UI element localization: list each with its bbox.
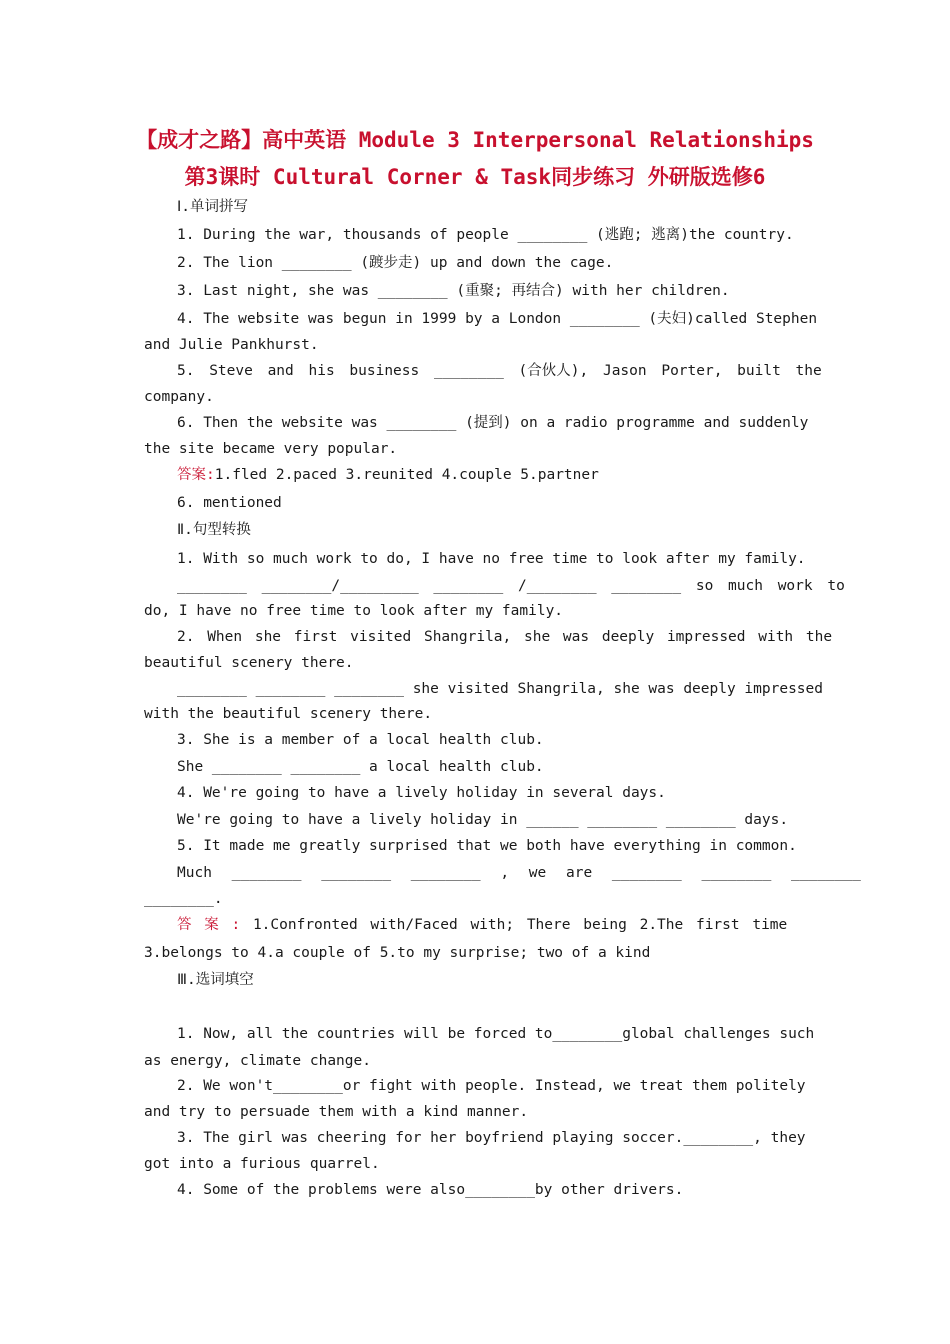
s1-question-1: 1. During the war, thousands of people ________ (逃跑; 逃离)the country.	[177, 227, 794, 243]
s2-answer-line1	[177, 916, 787, 934]
s2-question-2-line1: 2. When she first visited Shangrila, she was deeply impressed with the	[177, 629, 833, 645]
s1-question-5-line1: 5. Steve and his business ________ (合伙人), Jason Porter, built the	[177, 363, 822, 379]
document-title-line2: 第3课时 Cultural Corner & Task同步练习 外研版选修6	[184, 165, 766, 189]
s3-question-3-line1: 3. The girl was cheering for her boyfriend playing soccer.________, they	[177, 1130, 806, 1146]
s3-question-2-line1: 2. We won't________or fight with people. Instead, we treat them politely	[177, 1078, 806, 1094]
s1-answer-line1	[177, 466, 599, 484]
document-title-line1: 【成才之路】高中英语 Module 3 Interpersonal Relationships	[136, 128, 814, 152]
s1-question-5-line2: company.	[144, 389, 214, 405]
s1-question-6-line2: the site became very popular.	[144, 441, 398, 457]
s2-question-1-line1: 1. With so much work to do, I have no free time to look after my family.	[177, 551, 806, 567]
s3-question-4-line1: 4. Some of the problems were also________by other drivers.	[177, 1182, 684, 1198]
section1-heading: Ⅰ.单词拼写	[177, 199, 249, 215]
s3-question-3-line2: got into a furious quarrel.	[144, 1156, 380, 1172]
s1-answer-label: 答案:	[177, 467, 215, 483]
s2-question-5-line2: Much ________ ________ ________ , we are ________ ________ ________	[177, 865, 861, 881]
s2-question-2-line4: with the beautiful scenery there.	[144, 706, 433, 722]
s2-question-2-line3: ________ ________ ________ she visited Shangrila, she was deeply impressed	[177, 681, 824, 697]
s1-question-3: 3. Last night, she was ________ (重聚; 再结合) with her children.	[177, 283, 730, 299]
s1-answer-line2: 6. mentioned	[177, 495, 282, 511]
s1-answer-text: 1.fled 2.paced 3.reunited 4.couple 5.partner	[214, 467, 599, 483]
s2-question-2-line2: beautiful scenery there.	[144, 655, 354, 671]
s3-question-1-line2: as energy, climate change.	[144, 1053, 371, 1069]
s2-question-3-line2: She ________ ________ a local health club.	[177, 759, 544, 775]
s1-question-2: 2. The lion ________ (踱步走) up and down the cage.	[177, 255, 614, 271]
s2-question-1-line3: do, I have no free time to look after my family.	[144, 603, 564, 619]
s2-answer-label: 答 案 :	[177, 917, 241, 933]
s2-question-1-line2: ________ ________/_________ ________ /________ ________ so much work to	[177, 578, 845, 594]
s2-question-3-line1: 3. She is a member of a local health club.	[177, 732, 544, 748]
s1-question-4-line2: and Julie Pankhurst.	[144, 337, 319, 353]
s2-question-5-line1: 5. It made me greatly surprised that we both have everything in common.	[177, 838, 797, 854]
s2-question-4-line2: We're going to have a lively holiday in ______ ________ ________ days.	[177, 812, 789, 828]
s3-question-1-line1: 1. Now, all the countries will be forced to________global challenges such	[177, 1026, 815, 1042]
s2-question-4-line1: 4. We're going to have a lively holiday in several days.	[177, 785, 666, 801]
s1-question-4-line1: 4. The website was begun in 1999 by a London ________ (夫妇)called Stephen	[177, 311, 818, 327]
section3-heading: Ⅲ.选词填空	[177, 972, 254, 988]
section2-heading: Ⅱ.句型转换	[177, 522, 251, 538]
s3-question-2-line2: and try to persuade them with a kind manner.	[144, 1104, 529, 1120]
s2-answer-text: 1.Confronted with/Faced with; There being 2.The first time	[252, 917, 788, 933]
s1-question-6-line1: 6. Then the website was ________ (提到) on a radio programme and suddenly	[177, 415, 809, 431]
s2-answer-line2: 3.belongs to 4.a couple of 5.to my surprise; two of a kind	[144, 945, 651, 961]
s2-question-5-line3: ________.	[144, 891, 223, 907]
